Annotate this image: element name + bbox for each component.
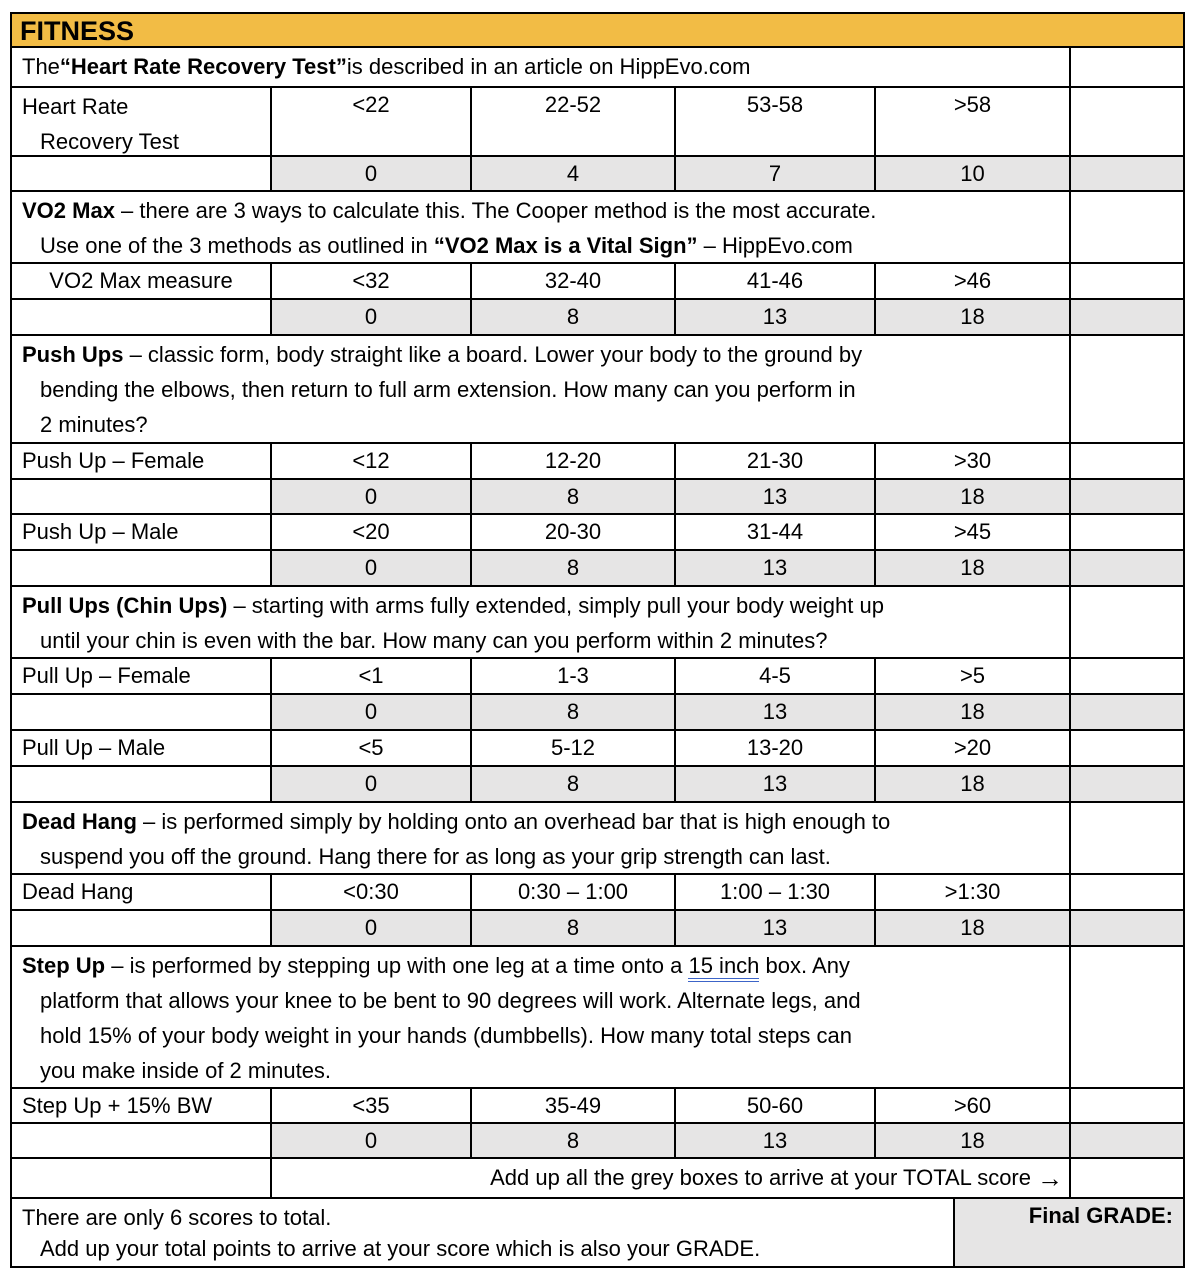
range-cell: <5 [272,731,472,765]
empty-cell [12,911,272,945]
dead-hang-label: Dead Hang [12,875,272,909]
step-up-desc-pre: – is performed by stepping up with one leg at a time onto a [105,953,689,978]
total-row [12,1159,1183,1199]
score-cell: 8 [472,551,676,585]
score-cell: 18 [876,1124,1071,1157]
pull-ups-desc-line2: until your chin is even with the bar. How many can you perform within 2 minutes? [40,628,828,653]
intro-bold: “Heart Rate Recovery Test” [59,54,347,79]
range-cell: 35-49 [472,1089,676,1122]
range-cell: 32-40 [472,264,676,298]
push-ups-desc [12,336,1071,442]
score-cell: 13 [676,911,876,945]
footer-line2: Add up your total points to arrive at your score which is also your GRADE. [40,1236,761,1261]
score-cell: 13 [676,767,876,801]
vo2-range-row [12,264,1183,300]
total-instruction [272,1159,1071,1197]
score-cell: 8 [472,911,676,945]
score-cell: 13 [676,480,876,513]
step-up-label: Step Up + 15% BW [12,1089,272,1122]
score-fill-in-cell[interactable] [1071,911,1183,945]
range-cell: <0:30 [272,875,472,909]
step-up-range-row [12,1089,1183,1124]
intro-post: is described in an article on HippEvo.com [346,54,751,79]
dead-hang-desc-line2: suspend you off the ground. Hang there for as long as your grip strength can last. [40,844,831,869]
pull-up-female-label: Pull Up – Female [12,659,272,693]
dead-hang-desc-rest: – is performed simply by holding onto an overhead bar that is high enough to [136,809,891,834]
range-cell: 12-20 [472,444,676,478]
score-cell: 0 [272,300,472,334]
pull-ups-desc [12,587,1071,657]
empty-cell [1071,659,1183,693]
footer-line1: There are only 6 scores to total. [22,1205,332,1230]
step-up-desc-line2: platform that allows your knee to be bent to 90 degrees will work. Alternate legs, and [40,988,861,1013]
range-cell: 22-52 [472,88,676,155]
range-cell: 21-30 [676,444,876,478]
empty-cell [1071,587,1183,657]
push-ups-desc-bold: Push Ups [22,342,124,367]
empty-cell [12,1159,272,1197]
score-cell: 7 [676,157,876,190]
score-cell: 18 [876,480,1071,513]
range-cell: >20 [876,731,1071,765]
pull-up-male-label: Pull Up – Male [12,731,272,765]
score-fill-in-cell[interactable] [1071,551,1183,585]
footer-note [12,1199,955,1266]
intro-text-cell [12,48,1071,86]
range-cell: <32 [272,264,472,298]
empty-cell [1071,1089,1183,1122]
score-fill-in-cell[interactable] [1071,480,1183,513]
empty-cell [12,767,272,801]
score-cell: 0 [272,767,472,801]
total-score-input-cell[interactable] [1071,1159,1183,1197]
score-cell: 8 [472,480,676,513]
range-cell: >1:30 [876,875,1071,909]
push-up-female-label: Push Up – Female [12,444,272,478]
range-cell: <1 [272,659,472,693]
range-cell: 0:30 – 1:00 [472,875,676,909]
score-cell: 13 [676,300,876,334]
range-cell: 5-12 [472,731,676,765]
vo2-desc2-pre: Use one of the 3 methods as outlined in [40,233,434,258]
step-up-desc-bold: Step Up [22,953,106,978]
score-fill-in-cell[interactable] [1071,1124,1183,1157]
fitness-title-row [12,14,1183,48]
score-cell: 18 [876,300,1071,334]
vo2-label: VO2 Max measure [12,264,272,298]
vo2-desc-bold: VO2 Max [22,198,115,223]
score-cell: 10 [876,157,1071,190]
final-grade-cell[interactable] [955,1199,1183,1266]
score-cell: 0 [272,551,472,585]
range-cell: 50-60 [676,1089,876,1122]
empty-cell [12,157,272,190]
empty-cell [12,300,272,334]
empty-cell [1071,444,1183,478]
dead-hang-score-row [12,911,1183,947]
push-ups-desc-row [12,336,1183,444]
range-cell: >60 [876,1089,1071,1122]
dead-hang-desc [12,803,1071,873]
empty-cell [1071,875,1183,909]
push-up-male-range-row [12,515,1183,551]
intro-row [12,48,1183,88]
score-cell: 4 [472,157,676,190]
score-cell: 0 [272,480,472,513]
score-cell: 18 [876,695,1071,729]
empty-cell [1071,515,1183,549]
push-ups-desc-line2: bending the elbows, then return to full arm extension. How many can you perform in [40,377,856,402]
push-up-female-range-row [12,444,1183,480]
empty-cell [1071,947,1183,1087]
final-grade-label: Final GRADE: [1028,1203,1173,1228]
range-cell: 13-20 [676,731,876,765]
range-cell: 53-58 [676,88,876,155]
empty-cell [1071,48,1183,86]
score-cell: 18 [876,551,1071,585]
pull-ups-desc-row [12,587,1183,659]
score-cell: 8 [472,1124,676,1157]
score-cell: 8 [472,695,676,729]
heart-rate-range-row [12,88,1183,157]
pull-up-female-score-row [12,695,1183,731]
range-cell: >45 [876,515,1071,549]
intro-pre: The [22,54,60,79]
score-cell: 18 [876,911,1071,945]
score-cell: 18 [876,767,1071,801]
pull-up-male-score-row [12,767,1183,803]
empty-cell [1071,264,1183,298]
empty-cell [12,1124,272,1157]
vo2-desc-row [12,192,1183,264]
range-cell: >46 [876,264,1071,298]
empty-cell [1071,803,1183,873]
step-up-desc-post: box. Any [759,953,850,978]
pull-ups-desc-bold: Pull Ups (Chin Ups) [22,593,228,618]
empty-cell [12,695,272,729]
range-cell: 1:00 – 1:30 [676,875,876,909]
score-cell: 8 [472,300,676,334]
range-cell: >58 [876,88,1071,155]
push-ups-desc-rest: – classic form, body straight like a board. Lower your body to the ground by [123,342,863,367]
range-cell: <35 [272,1089,472,1122]
right-arrow-icon: → [1037,1163,1063,1193]
score-fill-in-cell[interactable] [1071,767,1183,801]
vo2-score-row [12,300,1183,336]
vo2-desc-rest: – there are 3 ways to calculate this. The Cooper method is the most accurate. [114,198,877,223]
empty-cell [12,551,272,585]
range-cell: 31-44 [676,515,876,549]
step-up-desc-row [12,947,1183,1089]
heart-rate-label: Heart Rate Recovery Test [12,88,272,155]
score-cell: 0 [272,1124,472,1157]
score-fill-in-cell[interactable] [1071,695,1183,729]
empty-cell [1071,731,1183,765]
step-up-desc-line3: hold 15% of your body weight in your hands (dumbbells). How many total steps can [40,1023,852,1048]
total-instruction-text: Add up all the grey boxes to arrive at your TOTAL score [490,1165,1031,1190]
range-cell: 41-46 [676,264,876,298]
empty-cell [12,480,272,513]
score-cell: 0 [272,695,472,729]
dead-hang-desc-bold: Dead Hang [22,809,137,834]
empty-cell [1071,336,1183,442]
footer-row [12,1199,1183,1266]
dead-hang-range-row [12,875,1183,911]
score-cell: 8 [472,767,676,801]
range-cell: <20 [272,515,472,549]
range-cell: <22 [272,88,472,155]
range-cell: 4-5 [676,659,876,693]
step-up-score-row [12,1124,1183,1159]
step-up-desc [12,947,1071,1087]
vo2-desc2-post: – HippEvo.com [697,233,853,258]
range-cell: 20-30 [472,515,676,549]
push-up-male-label: Push Up – Male [12,515,272,549]
vo2-desc [12,192,1071,262]
page-title: FITNESS [20,15,135,46]
score-fill-in-cell[interactable] [1071,300,1183,334]
pull-ups-desc-rest: – starting with arms fully extended, simply pull your body weight up [227,593,884,618]
score-cell: 13 [676,695,876,729]
range-cell: >30 [876,444,1071,478]
heart-rate-score-row [12,157,1183,192]
push-up-male-score-row [12,551,1183,587]
fitness-table [10,12,1185,1268]
range-cell: <12 [272,444,472,478]
push-ups-desc-line3: 2 minutes? [40,412,148,437]
pull-up-female-range-row [12,659,1183,695]
score-cell: 0 [272,157,472,190]
pull-up-male-range-row [12,731,1183,767]
step-up-desc-line4: you make inside of 2 minutes. [40,1058,332,1083]
push-up-female-score-row [12,480,1183,515]
score-fill-in-cell[interactable] [1071,157,1183,190]
dead-hang-desc-row [12,803,1183,875]
step-up-desc-underlined: 15 inch [688,953,759,982]
vo2-desc2-bold: “VO2 Max is a Vital Sign” [433,233,698,258]
range-cell: >5 [876,659,1071,693]
score-cell: 0 [272,911,472,945]
range-cell: 1-3 [472,659,676,693]
empty-cell [1071,192,1183,262]
score-cell: 13 [676,1124,876,1157]
score-cell: 13 [676,551,876,585]
empty-cell [1071,88,1183,155]
